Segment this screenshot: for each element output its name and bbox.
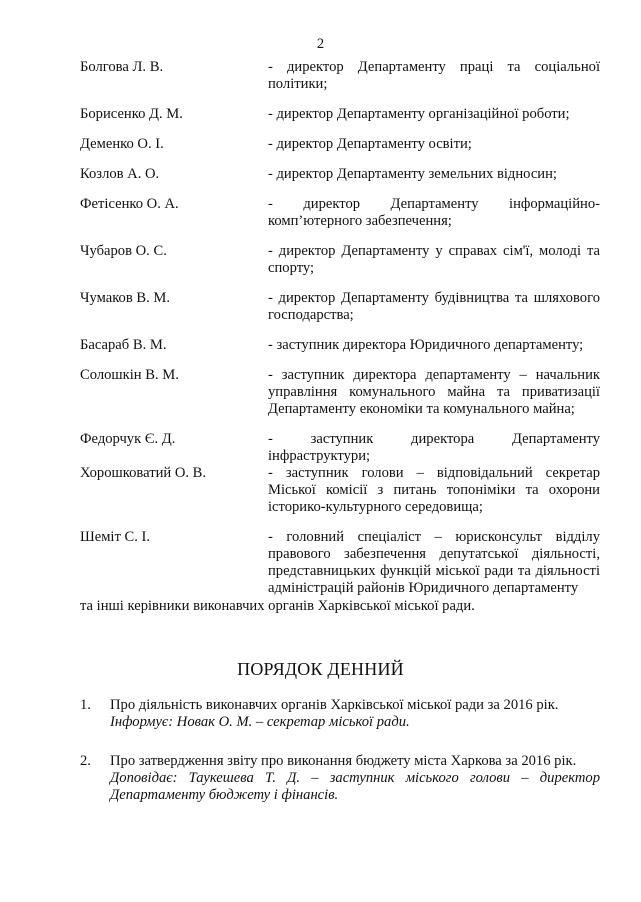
attendee-row bbox=[80, 136, 600, 153]
attendee-role: - директор Департаменту будівництва та шляхового господарства; bbox=[268, 290, 600, 323]
attendee-role: - заступник директора Департаменту інфраструктури; bbox=[268, 431, 600, 464]
attendee-name: Борисенко Д. М. bbox=[80, 106, 183, 122]
attendee-name: Козлов А. О. bbox=[80, 166, 160, 182]
attendee-name: Чубаров О. С. bbox=[80, 243, 167, 259]
attendees-list bbox=[80, 59, 600, 610]
attendee-role: - директор Департаменту праці та соціальної політики; bbox=[268, 59, 600, 92]
agenda-item-number: 1. bbox=[80, 697, 91, 713]
attendee-name: Хорошковатий О. В. bbox=[80, 465, 207, 481]
agenda-item-speaker: Інформує: Новак О. М. – секретар міської ради. bbox=[110, 714, 410, 730]
attendee-row bbox=[80, 196, 600, 230]
attendee-role: - директор Департаменту організаційної роботи; bbox=[268, 106, 570, 122]
attendee-role: - заступник директора Юридичного департаменту; bbox=[268, 337, 584, 353]
attendee-row bbox=[80, 465, 600, 516]
attendee-role: - заступник директора департаменту – начальник управління комунального майна та приватизації Департаменту економіки та комунального майна; bbox=[268, 367, 600, 417]
attendee-row bbox=[80, 431, 600, 465]
attendee-role: - директор Департаменту земельних відносин; bbox=[268, 166, 557, 182]
attendee-role: - заступник голови – відповідальний секретар Міської комісії з питань топоніміки та охорони історико-культурного середовища; bbox=[268, 465, 600, 515]
agenda-item-body bbox=[110, 753, 600, 804]
agenda-item bbox=[80, 753, 600, 804]
attendee-name: Фетісенко О. А. bbox=[80, 196, 179, 212]
attendee-name: Басараб В. М. bbox=[80, 337, 167, 353]
attendee-name: Солошкін В. М. bbox=[80, 367, 179, 383]
attendee-row bbox=[80, 529, 600, 597]
agenda-item-number: 2. bbox=[80, 753, 91, 769]
agenda-item-text: Про затвердження звіту про виконання бюджету міста Харкова за 2016 рік. bbox=[110, 753, 577, 769]
attendee-row bbox=[80, 106, 600, 123]
page-number: 2 bbox=[316, 36, 325, 52]
attendee-role: - директор Департаменту у справах сім'ї, молоді та спорту; bbox=[268, 243, 600, 276]
agenda-item-text: Про діяльність виконавчих органів Харківської міської ради за 2016 рік. bbox=[110, 697, 559, 713]
attendee-name: Болгова Л. В. bbox=[80, 59, 164, 75]
attendee-row bbox=[80, 166, 600, 183]
attendee-name: Деменко О. І. bbox=[80, 136, 164, 152]
attendee-row bbox=[80, 243, 600, 277]
attendee-row bbox=[80, 337, 600, 354]
attendee-role: - директор Департаменту інформаційно-комп’ютерного забезпечення; bbox=[268, 196, 600, 229]
attendee-row bbox=[80, 59, 600, 93]
agenda-list bbox=[80, 697, 600, 826]
attendee-role: - директор Департаменту освіти; bbox=[268, 136, 472, 152]
attendee-name: Чумаков В. М. bbox=[80, 290, 171, 306]
attendee-row bbox=[80, 367, 600, 418]
attendee-name: Федорчук Є. Д. bbox=[80, 431, 176, 447]
agenda-item-speaker: Доповідає: Таукешева Т. Д. – заступник міського голови – директор Департаменту бюджету і фінансів. bbox=[110, 770, 600, 803]
attendee-name: Шеміт С. І. bbox=[80, 529, 151, 545]
agenda-title: ПОРЯДОК ДЕННИЙ bbox=[237, 659, 404, 679]
closing-line: та інші керівники виконавчих органів Харківської міської ради. bbox=[80, 598, 475, 614]
agenda-item-body bbox=[110, 697, 600, 731]
agenda-item bbox=[80, 697, 600, 731]
attendee-role: - головний спеціаліст – юрисконсульт відділу правового забезпечення депутатської діяльності, представницьких функцій міської ради та діяльності адміністрацій районів Юридичного департаменту bbox=[268, 529, 600, 596]
attendee-row bbox=[80, 290, 600, 324]
